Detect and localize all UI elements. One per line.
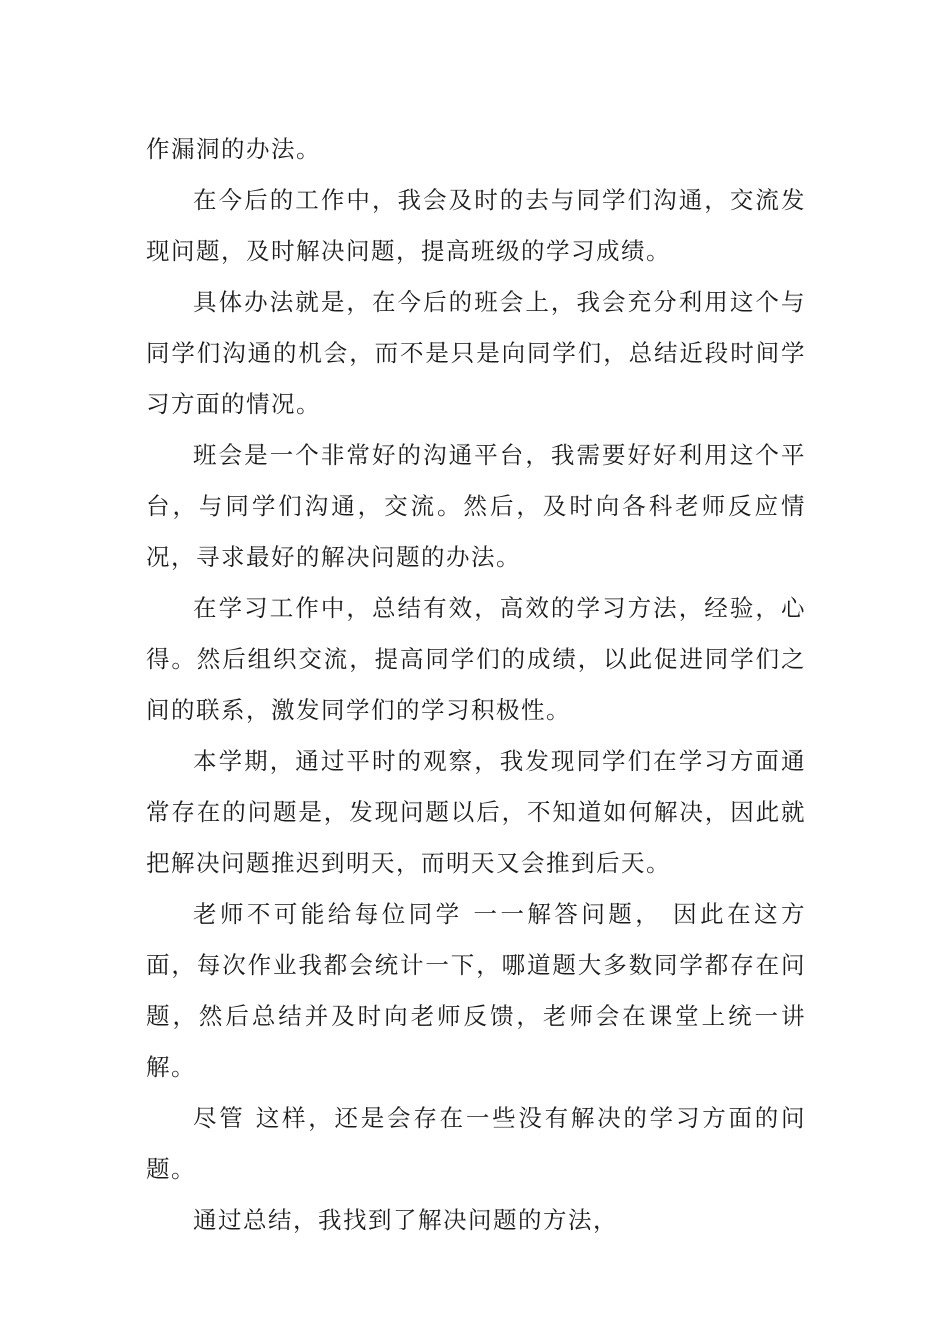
paragraph: 尽管 这样，还是会存在一些没有解决的学习方面的问题。 (146, 1104, 806, 1183)
document-body (146, 124, 806, 1246)
paragraph: 老师不可能给每位同学 一一解答问题， 因此在这方面，每次作业我都会统计一下，哪道题大多数同学都存在问题，然后总结并及时向老师反馈，老师会在课堂上统一讲解。 (146, 900, 806, 1081)
paragraph: 班会是一个非常好的沟通平台，我需要好好利用这个平台，与同学们沟通，交流。然后，及时向各科老师反应情况，寻求最好的解决问题的办法。 (146, 441, 806, 571)
paragraph: 本学期，通过平时的观察，我发现同学们在学习方面通常存在的问题是，发现问题以后，不知道如何解决，因此就把解决问题推迟到明天，而明天又会推到后天。 (146, 747, 806, 877)
paragraph: 通过总结，我找到了解决问题的方法， (193, 1206, 618, 1234)
paragraph: 在今后的工作中，我会及时的去与同学们沟通，交流发现问题，及时解决问题，提高班级的学习成绩。 (146, 186, 806, 265)
paragraph: 具体办法就是，在今后的班会上，我会充分利用这个与同学们沟通的机会，而不是只是向同学们，总结近段时间学习方面的情况。 (146, 288, 806, 418)
paragraph-continuation: 作漏洞的办法。 (146, 135, 321, 163)
paragraph: 在学习工作中，总结有效，高效的学习方法，经验，心得。然后组织交流，提高同学们的成绩，以此促进同学们之间的联系，激发同学们的学习积极性。 (146, 594, 806, 724)
